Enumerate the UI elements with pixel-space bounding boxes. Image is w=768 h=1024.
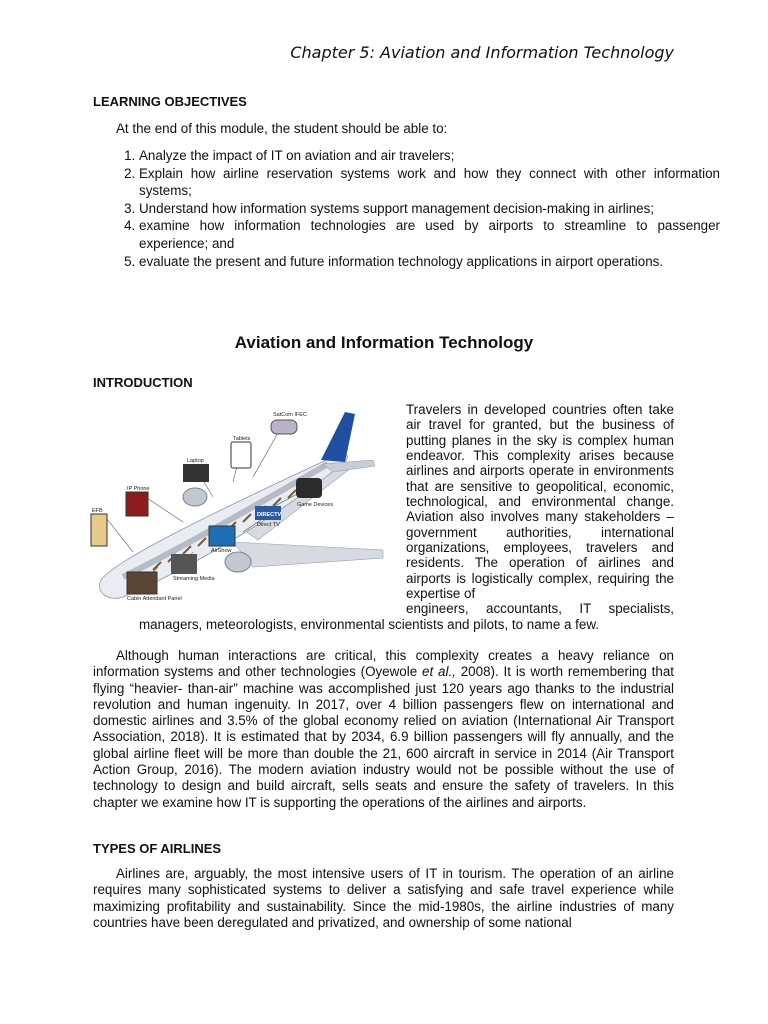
- label-airshow: AirShow: [211, 548, 232, 554]
- objectives-list: [93, 147, 720, 270]
- airplane-illustration: [83, 402, 403, 612]
- chapter-title: Chapter 5: Aviation and Information Technology: [290, 43, 674, 62]
- objective-item: 5. evaluate the present and future information technology applications in airport operations.: [139, 253, 720, 271]
- objective-item: 3. Understand how information systems support management decision-making in airlines;: [139, 200, 720, 218]
- introduction-body: [93, 402, 674, 632]
- introduction-paragraph-1: Travelers in developed countries often take air travel for granted, but the business of putting planes in the sky is complex human endeavor. This complexity arises because airlines and airports operate in environments that are sensitive to geopolitical, economic, technological, and environmental change. Aviation also involves many stakeholders – government authorities, international organizations, employees, travelers and residents. The operation of airlines and airports is logistically complex, requiring the expertise of: [406, 402, 674, 602]
- label-laptop: Laptop: [187, 458, 204, 464]
- objectives-heading: LEARNING OBJECTIVES: [93, 94, 247, 109]
- objective-item: 4. examine how information technologies are used by airports to streamline to passenger experience; and: [139, 217, 720, 252]
- objective-item: 1. Analyze the impact of IT on aviation and air travelers;: [139, 147, 720, 165]
- label-directv: Direct TV: [257, 522, 280, 528]
- label-game: Game Devices: [297, 502, 334, 508]
- label-cabin: Cabin Attendant Panel: [127, 596, 182, 602]
- airplane-connectivity-figure: [83, 402, 403, 612]
- introduction-paragraph-2: [93, 648, 674, 811]
- objectives-intro: At the end of this module, the student should be able to:: [116, 121, 448, 136]
- label-streaming: Streaming Media: [173, 576, 215, 582]
- label-directv-logo: DIRECTV: [257, 512, 282, 518]
- types-heading: TYPES OF AIRLINES: [93, 841, 222, 856]
- objective-item: 2. Explain how airline reservation systems work and how they connect with other information systems;: [139, 165, 720, 200]
- label-ip-phone: IP Phone: [127, 486, 150, 492]
- label-satcom: SatCom IFEC: [273, 412, 307, 418]
- introduction-heading: INTRODUCTION: [93, 375, 193, 390]
- label-efb: EFB: [92, 508, 103, 514]
- para2-text-a: Although human interactions are critical, this complexity creates a heavy reliance on information systems and other technologies (Oyewole: [93, 648, 674, 680]
- introduction-paragraph-1-continued: engineers, accountants, IT specialists, managers, meteorologists, environmental scientists and pilots, to name a few.: [139, 601, 674, 632]
- types-paragraph: Airlines are, arguably, the most intensive users of IT in tourism. The operation of an airline requires many sophisticated systems to deliver a satisfying and safe travel experience while maximizing profitability and sustainability. Since the mid-1980s, the airline industries of many countries have been deregulated and privatized, and ownership of some national: [93, 866, 674, 930]
- para2-text-em: et al.,: [422, 664, 456, 680]
- label-tablets: Tablets: [233, 436, 251, 442]
- section-title: Aviation and Information Technology: [234, 333, 534, 352]
- para2-text-b: 2008). It is worth remembering that flying “heavier- than-air” machine was accomplished just 120 years ago thanks to the industrial revolution and human ingenuity. In 2017, over 4 billion passengers flew on international and domestic airlines and 3.5% of the global economy relied on aviation (International Air Transport Association, 2018). It is estimated that by 2034, 6.9 billion passengers will fly annually, and the global airline fleet will be more than double the 21, 600 aircraft in service in 2014 (Air Transport Action Group, 2016). The modern aviation industry would not be possible without the use of technology to design and build aircraft, sells seats and ensure the safety of travelers. In this chapter we examine how IT is supporting the operations of the airlines and airports.: [93, 664, 674, 810]
